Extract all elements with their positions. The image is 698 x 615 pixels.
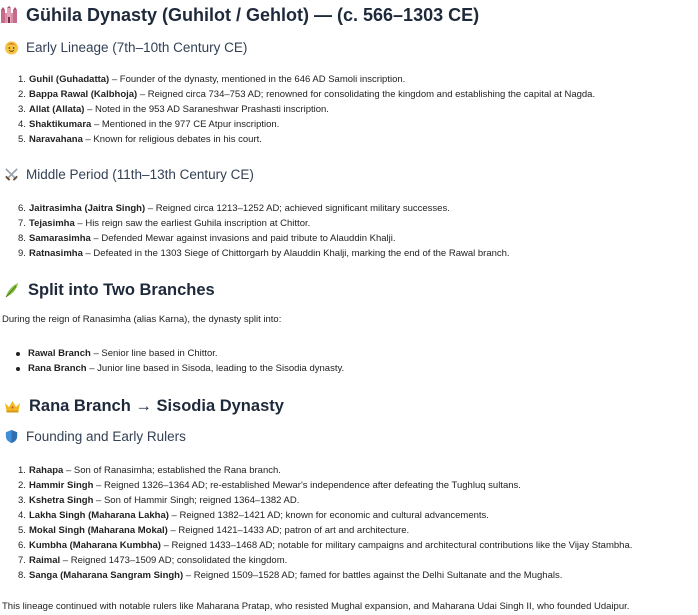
list-item: 5. Mokal Singh (Maharana Mokal) – Reigned 1421–1433 AD; patron of art and architecture.: [18, 525, 410, 536]
list-item: 4. Shaktikumara – Mentioned in the 977 CE Atpur inscription.: [18, 119, 280, 130]
list-item: 6. Kumbha (Maharana Kumbha) – Reigned 1433–1468 AD; notable for military campaigns and architectural contributions like the Vijay Stambha.: [18, 540, 633, 551]
split-heading-text: Split into Two Branches: [28, 280, 215, 299]
list-item: 8. Sanga (Maharana Sangram Singh) – Reigned 1509–1528 AD; famed for battles against the Delhi Sultanate and the Mughals.: [18, 570, 563, 581]
rana-heading: [4, 395, 284, 417]
split-intro: During the reign of Ranasimha (alias Karna), the dynasty split into:: [2, 314, 282, 325]
bullet-icon: [16, 352, 20, 356]
crossed-swords-icon: [4, 167, 19, 182]
list-item: 2. Hammir Singh – Reigned 1326–1364 AD; re-established Mewar's independence after defeating the Tughluq sultans.: [18, 480, 521, 491]
page-title: [0, 3, 479, 27]
castle-icon: [0, 6, 18, 24]
early-lineage-heading-text: Early Lineage (7th–10th Century CE): [26, 39, 248, 55]
list-item: 6. Jaitrasimha (Jaitra Singh) – Reigned circa 1213–1252 AD; achieved significant military successes.: [18, 203, 450, 214]
list-item: Rana Branch – Junior line based in Sisoda, leading to the Sisodia dynasty.: [28, 363, 345, 374]
list-item: 2. Bappa Rawal (Kalbhoja) – Reigned circa 734–753 AD; renowned for consolidating the kingdom and establishing the capital at Nagda.: [18, 89, 596, 100]
rana-heading-text: Rana Branch → Sisodia Dynasty: [29, 396, 284, 415]
middle-period-heading-text: Middle Period (11th–13th Century CE): [26, 166, 254, 182]
list-item: Rawal Branch – Senior line based in Chittor.: [28, 348, 218, 359]
founding-heading-text: Founding and Early Rulers: [26, 428, 186, 444]
list-item: 1. Rahapa – Son of Ranasimha; established the Rana branch.: [18, 465, 281, 476]
list-item: 3. Kshetra Singh – Son of Hammir Singh; reigned 1364–1382 AD.: [18, 495, 300, 506]
list-item: 7. Raimal – Reigned 1473–1509 AD; consolidated the kingdom.: [18, 555, 288, 566]
leaf-icon: [4, 282, 20, 298]
list-item: 7. Tejasimha – His reign saw the earliest Guhila inscription at Chittor.: [18, 218, 311, 229]
list-item: 8. Samarasimha – Defended Mewar against invasions and paid tribute to Alauddin Khalji.: [18, 233, 396, 244]
page-title-text: Gühila Dynasty (Guhilot / Gehlot) — (c. 566–1303 CE): [26, 4, 480, 25]
bullet-icon: [16, 367, 20, 371]
closing-paragraph: This lineage continued with notable rulers like Maharana Pratap, who resisted Mughal expansion, and Maharana Udai Singh II, who founded Udaipur.: [2, 601, 630, 612]
middle-period-heading: [4, 165, 254, 183]
list-item: 1. Guhil (Guhadatta) – Founder of the dynasty, mentioned in the 646 AD Samoli inscription.: [18, 74, 406, 85]
baby-face-icon: [4, 40, 19, 55]
split-heading: [4, 279, 215, 301]
list-item: 4. Lakha Singh (Maharana Lakha) – Reigned 1382–1421 AD; known for economic and cultural advancements.: [18, 510, 489, 521]
crown-icon: [4, 398, 21, 414]
list-item: 9. Ratnasimha – Defeated in the 1303 Siege of Chittorgarh by Alauddin Khalji, marking the end of the Rawal branch.: [18, 248, 510, 259]
list-item: 5. Naravahana – Known for religious debates in his court.: [18, 134, 262, 145]
list-item: 3. Allat (Allata) – Noted in the 953 AD Saraneshwar Prashasti inscription.: [18, 104, 329, 115]
early-lineage-heading: [4, 38, 247, 56]
founding-heading: [4, 427, 186, 445]
shield-icon: [4, 429, 19, 444]
